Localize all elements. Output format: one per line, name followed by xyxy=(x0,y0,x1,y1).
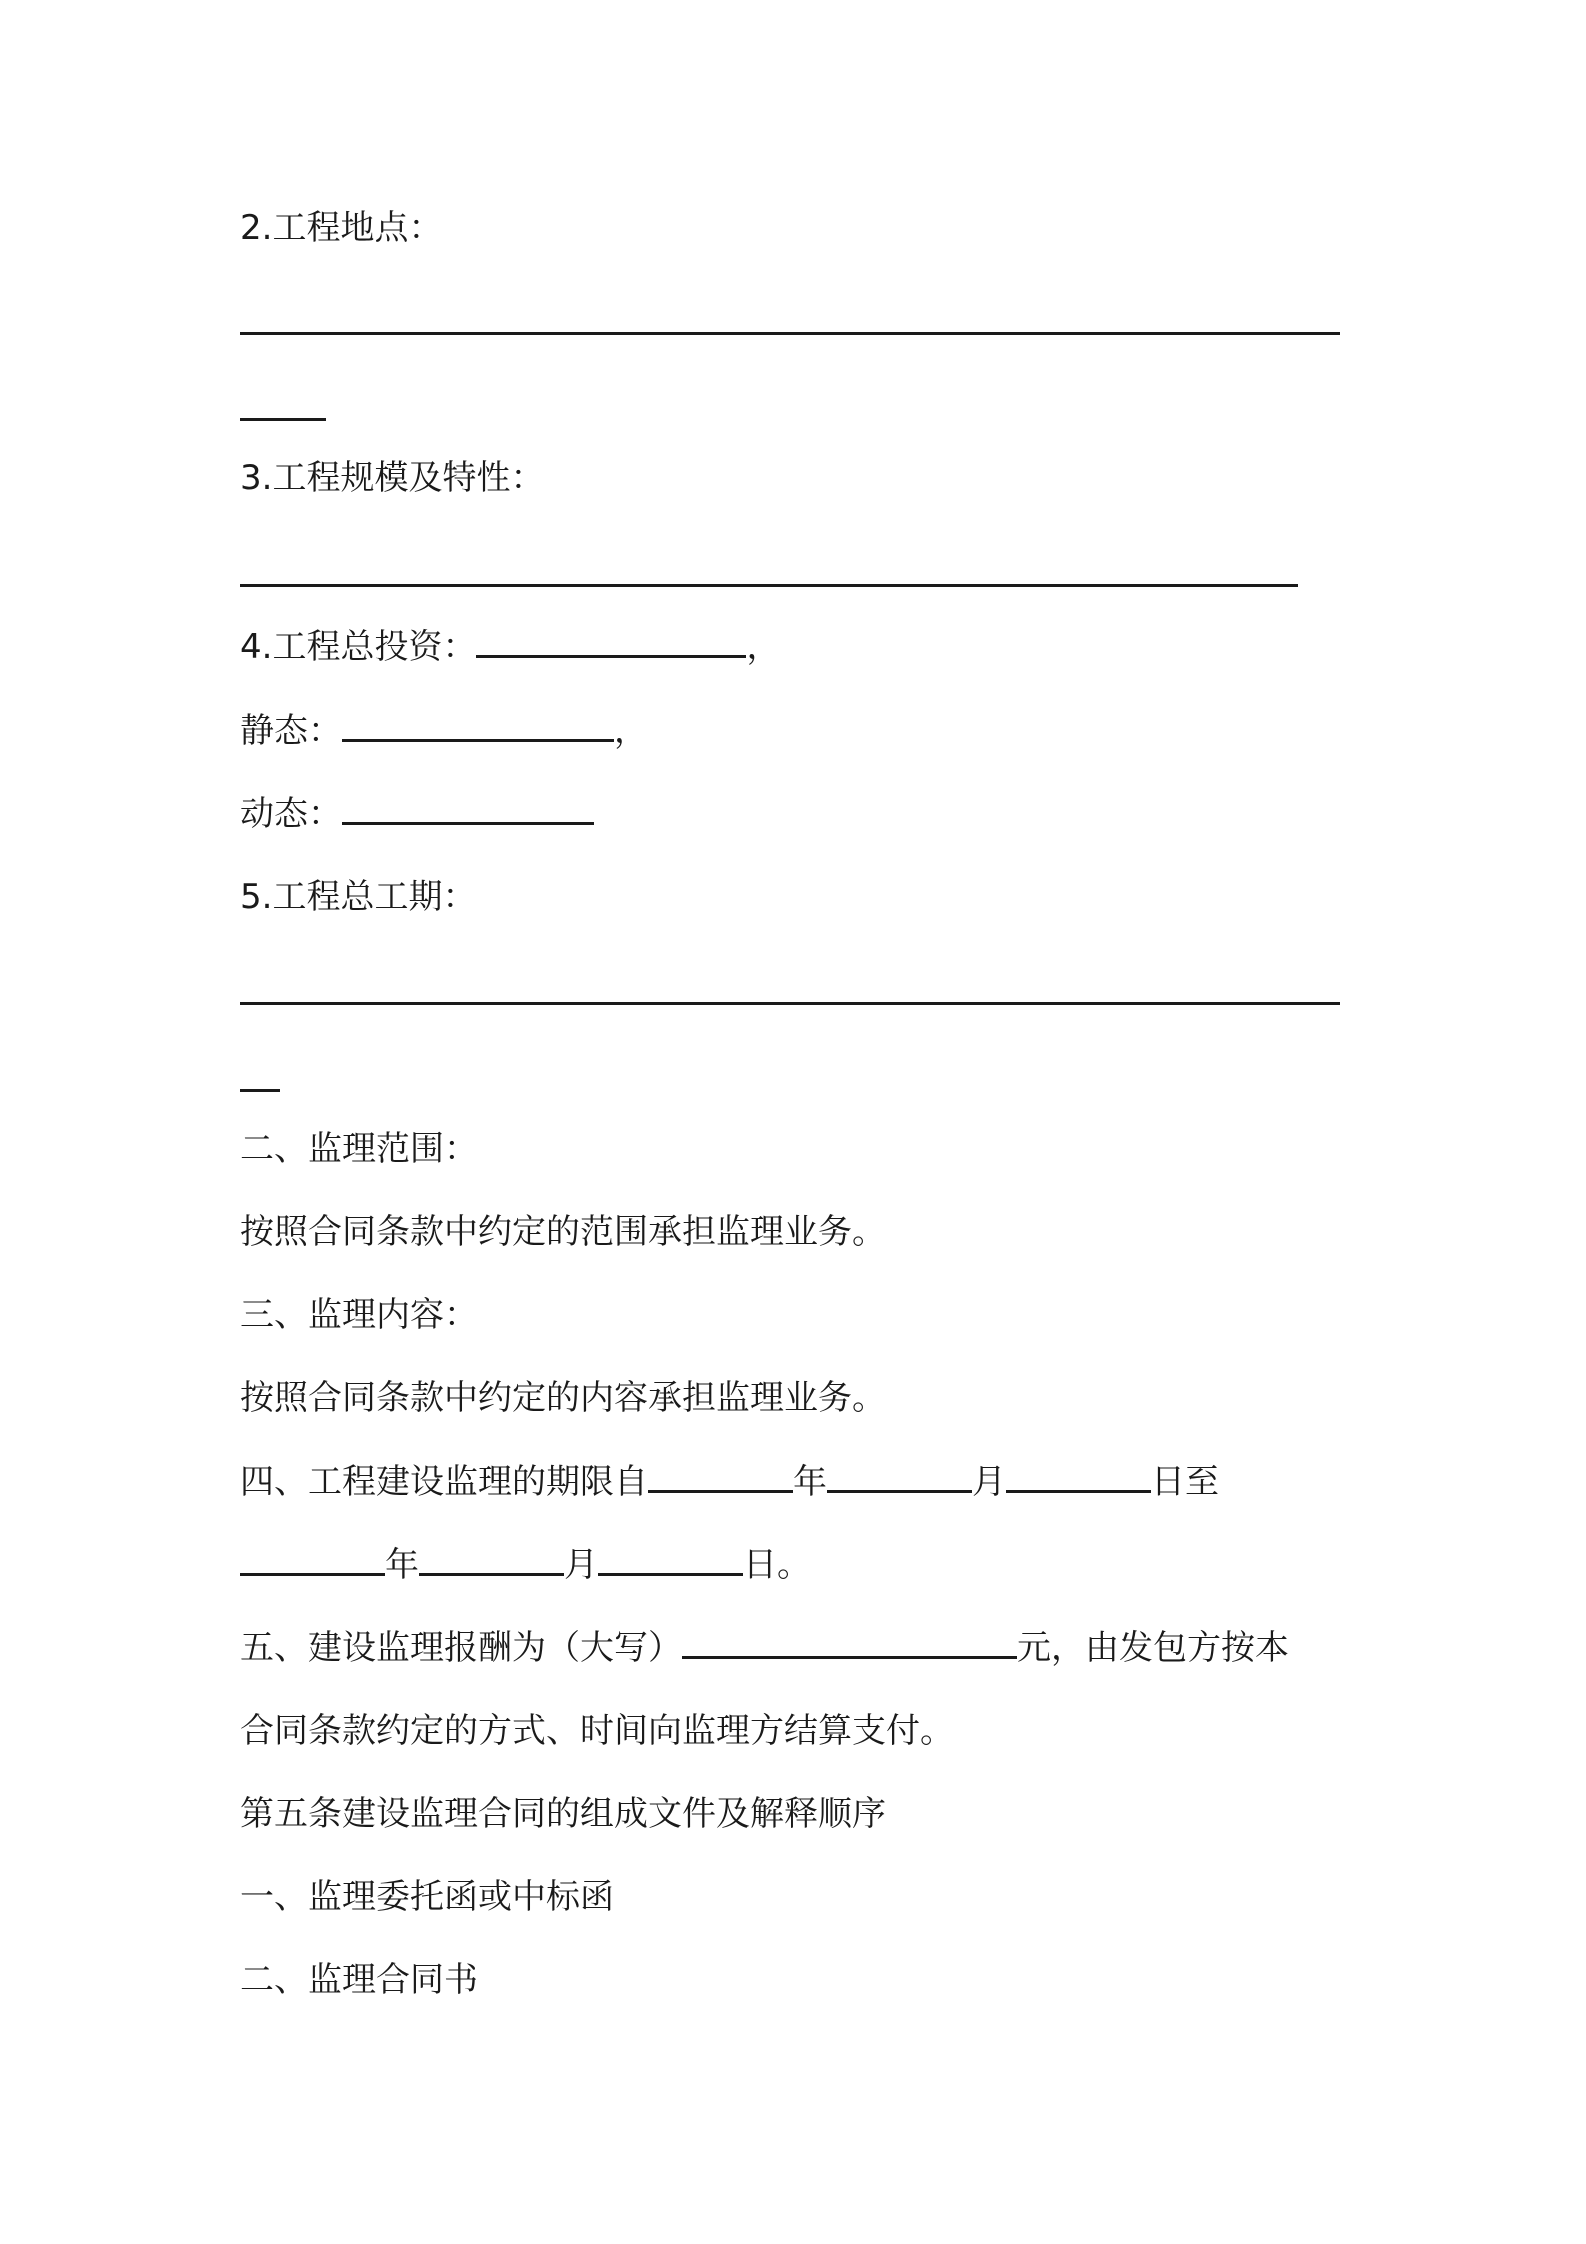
item-total-investment xyxy=(240,625,780,669)
list-item-2-text: 二、监理合同书 xyxy=(240,1960,478,2000)
label-dynamic: 动态： xyxy=(240,794,342,834)
blank-dynamic xyxy=(342,792,594,825)
unit-day: 日。 xyxy=(743,1545,811,1585)
blank-end-month xyxy=(419,1543,564,1576)
punct-comma: ， xyxy=(746,627,781,667)
label-total-duration: 5.工程总工期： xyxy=(240,877,477,917)
blank-total-investment xyxy=(476,625,746,658)
blank-project-location-line2 xyxy=(240,418,326,421)
label-total-investment: 4.工程总投资： xyxy=(240,627,477,667)
blank-end-year xyxy=(240,1543,385,1576)
blank-static xyxy=(342,709,614,742)
blank-start-month xyxy=(827,1460,972,1493)
item-supervision-period xyxy=(240,1460,1219,1504)
unit-day-to: 日至 xyxy=(1151,1462,1219,1502)
blank-start-day xyxy=(1006,1460,1151,1493)
unit-year: 年 xyxy=(793,1462,827,1502)
punct-comma: ， xyxy=(614,711,648,751)
unit-month: 月 xyxy=(564,1545,598,1585)
item-project-location xyxy=(240,206,442,250)
item-total-duration xyxy=(240,875,476,919)
blank-end-day xyxy=(598,1543,743,1576)
label-static: 静态： xyxy=(240,711,342,751)
para-fee-payment-text: 合同条款约定的方式、时间向监理方结算支付。 xyxy=(240,1711,954,1751)
para-supervision-content-text: 按照合同条款中约定的内容承担监理业务。 xyxy=(240,1378,886,1418)
para-supervision-content xyxy=(240,1376,886,1420)
label-project-scale: 3.工程规模及特性： xyxy=(240,458,545,498)
blank-total-duration-line1 xyxy=(240,1002,1340,1005)
list-item-1 xyxy=(240,1875,614,1919)
blank-total-duration-line2 xyxy=(240,1089,280,1092)
para-supervision-scope-text: 按照合同条款中约定的范围承担监理业务。 xyxy=(240,1212,886,1252)
item-supervision-fee xyxy=(240,1626,1289,1670)
item-static xyxy=(240,709,648,753)
blank-start-year xyxy=(648,1460,793,1493)
blank-fee-amount xyxy=(682,1626,1017,1659)
label-project-location: 2.工程地点： xyxy=(240,208,443,248)
blank-project-location-line1 xyxy=(240,332,1340,335)
list-item-1-text: 一、监理委托函或中标函 xyxy=(240,1877,614,1917)
heading-supervision-scope xyxy=(240,1127,478,1171)
period-label: 四、工程建设监理的期限自 xyxy=(240,1462,648,1502)
fee-text: 元，由发包方按本 xyxy=(1017,1628,1289,1668)
article-five-heading xyxy=(240,1792,886,1836)
heading-supervision-content-text: 三、监理内容： xyxy=(240,1295,478,1335)
list-item-2 xyxy=(240,1958,478,2002)
heading-supervision-content xyxy=(240,1293,478,1337)
para-supervision-scope xyxy=(240,1210,886,1254)
item-dynamic xyxy=(240,792,594,836)
fee-label: 五、建设监理报酬为（大写） xyxy=(240,1628,682,1668)
unit-month: 月 xyxy=(972,1462,1006,1502)
unit-year: 年 xyxy=(385,1545,419,1585)
item-project-scale xyxy=(240,456,544,500)
blank-project-scale xyxy=(240,584,1298,587)
item-supervision-period-end xyxy=(240,1543,811,1587)
para-fee-payment xyxy=(240,1709,954,1753)
article-five-heading-text: 第五条建设监理合同的组成文件及解释顺序 xyxy=(240,1794,886,1834)
heading-supervision-scope-text: 二、监理范围： xyxy=(240,1129,478,1169)
